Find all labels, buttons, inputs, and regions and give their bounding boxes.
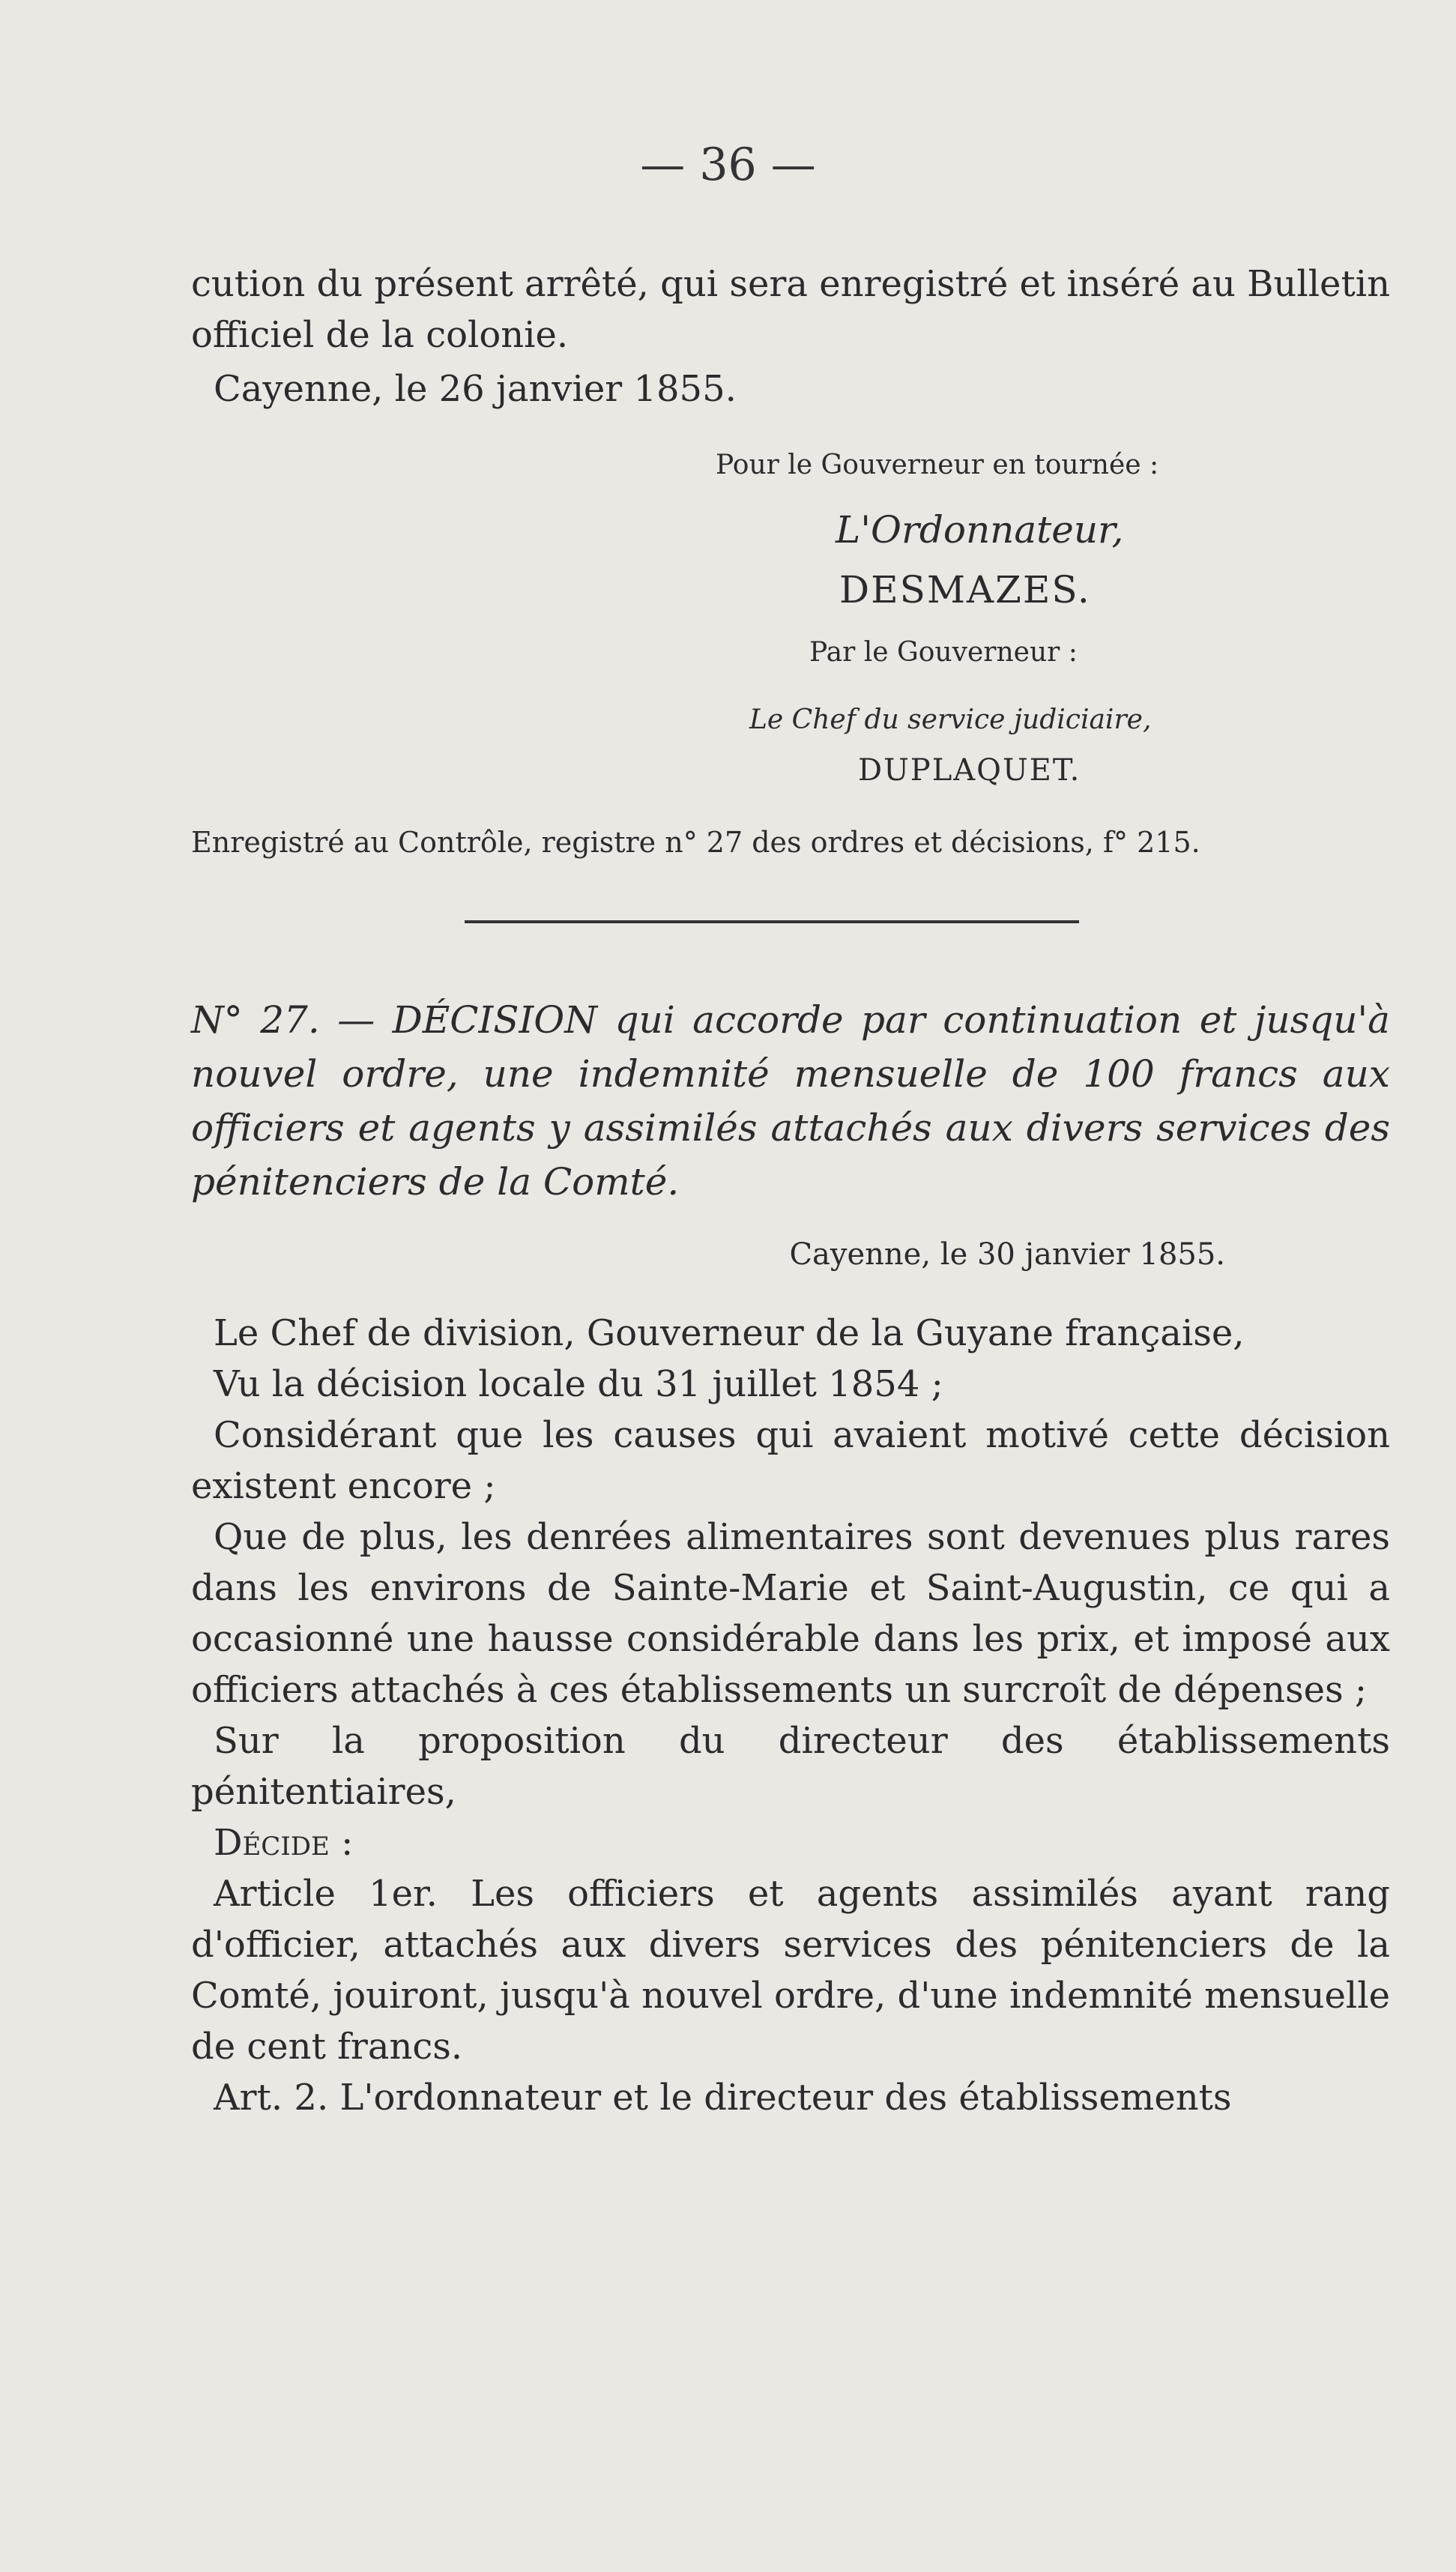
arrete-text-block	[191, 259, 1390, 414]
ordonnateur-title: L'Ordonnateur,	[836, 508, 1124, 552]
decision-date: Cayenne, le 30 janvier 1855.	[789, 1237, 1225, 1272]
page-number: — 36 —	[640, 139, 816, 191]
decision-body	[191, 1308, 1390, 2123]
par-le-gouverneur: Par le Gouverneur :	[809, 637, 1078, 668]
decision-que-de-plus: Que de plus, les denrées alimentaires sont devenues plus rares dans les environs de Sainte-Marie et Saint-Augustin, ce qui a occasionné une hausse considérable dans les prix, et imposé aux officiers attachés à ces établissements un surcroît de dépenses ;	[191, 1516, 1390, 1711]
decision-decide: Décide :	[214, 1822, 354, 1864]
chef-title: Le Chef du service judiciaire,	[749, 704, 1152, 735]
arrete-text: cution du présent arrêté, qui sera enregistré et inséré au Bulletin officiel de la colonie.	[191, 263, 1391, 356]
arrete-date: Cayenne, le 26 janvier 1855.	[214, 368, 737, 410]
decision-considerant: Considérant que les causes qui avaient motivé cette décision existent encore ;	[191, 1414, 1390, 1507]
registration-text: Enregistré au Contrôle, registre n° 27 des ordres et décisions, f° 215.	[191, 826, 1200, 859]
registration-block	[191, 817, 1390, 868]
chef-name: DUPLAQUET.	[858, 753, 1081, 788]
decision-heading: N° 27. — DÉCISION qui accorde par continuation et jusqu'à nouvel ordre, une indemnité mensuelle de 100 francs aux officiers et agents y assimilés attachés aux divers services des pénitenciers de la Comté.	[191, 998, 1390, 1204]
decision-intro: Le Chef de division, Gouverneur de la Guyane française,	[214, 1312, 1245, 1354]
ordonnateur-name: DESMAZES.	[839, 568, 1091, 612]
decision-proposition: Sur la proposition du directeur des établissements pénitentiaires,	[191, 1720, 1390, 1813]
decision-vu: Vu la décision locale du 31 juillet 1854 ;	[214, 1363, 943, 1405]
section-divider	[465, 920, 1079, 923]
decision-article-1: Article 1er. Les officiers et agents assimilés ayant rang d'officier, attachés aux divers services des pénitenciers de la Comté, jouiront, jusqu'à nouvel ordre, d'une indemnité mensuelle de cent francs.	[191, 1873, 1390, 2068]
decision-date-block	[191, 1229, 1390, 1280]
pour-le-gouverneur: Pour le Gouverneur en tournée :	[716, 450, 1159, 480]
decision-article-2: Art. 2. L'ordonnateur et le directeur des établissements	[214, 2077, 1232, 2119]
decision-heading-block	[191, 993, 1390, 1209]
